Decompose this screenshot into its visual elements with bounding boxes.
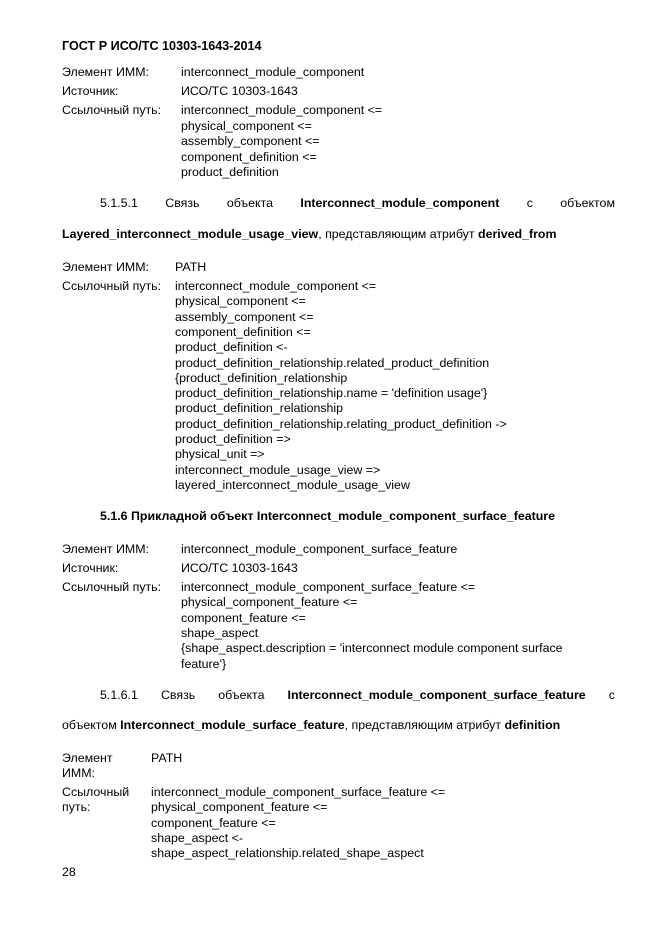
- element-label: ИММ:: [62, 766, 95, 780]
- element-label: Элемент ИММ:: [62, 260, 149, 274]
- element-label: Элемент: [62, 751, 113, 765]
- heading-word: объекта: [226, 196, 274, 210]
- path-line: assembly_component <=: [175, 309, 314, 324]
- path-line: product_definition: [181, 165, 279, 179]
- path-label: Ссылочный путь:: [62, 580, 162, 594]
- section-number: 5.1.6.1: [100, 688, 138, 702]
- heading-entity: Layered_interconnect_module_usage_view: [62, 227, 319, 241]
- path-line: product_definition_relationship.relating_product_definition ->: [175, 416, 507, 431]
- source-value: ИСО/ТС 10303-1643: [181, 561, 298, 575]
- path-line: {shape_aspect.description = 'interconnect module component surface: [181, 641, 563, 656]
- path-line: interconnect_module_component <=: [175, 279, 377, 293]
- path-line: shape_aspect_relationship.related_shape_aspect: [151, 846, 424, 861]
- path-line: component_definition <=: [175, 324, 311, 339]
- source-label: Источник:: [62, 84, 119, 98]
- path-line: product_definition_relationship.related_product_definition: [175, 355, 490, 370]
- heading-entity: Interconnect_module_component_surface_feature: [287, 688, 586, 702]
- path-line: physical_unit =>: [175, 447, 265, 462]
- path-line: product_definition =>: [175, 432, 291, 446]
- path-label: Ссылочный путь:: [62, 279, 162, 293]
- element-label: Элемент ИММ:: [62, 65, 149, 79]
- heading-text: , представляющим атрибут: [318, 227, 478, 241]
- path-line: interconnect_module_usage_view =>: [175, 462, 381, 477]
- path-line: component_definition <=: [181, 149, 317, 164]
- path-line: product_definition <-: [175, 340, 288, 355]
- path-label: Ссылочный: [62, 785, 130, 799]
- heading-text: объектом: [62, 718, 121, 732]
- path-line: layered_interconnect_module_usage_view: [175, 477, 410, 492]
- source-value: ИСО/ТС 10303-1643: [181, 84, 298, 98]
- page-number: 28: [62, 865, 76, 879]
- heading-attribute: definition: [504, 718, 561, 732]
- document-header: ГОСТ Р ИСО/ТС 10303-1643-2014: [62, 39, 262, 53]
- path-line: shape_aspect <-: [151, 830, 243, 845]
- path-line: {product_definition_relationship: [175, 370, 348, 385]
- path-label: путь:: [62, 800, 91, 814]
- heading-word: Связь: [160, 688, 196, 702]
- heading-word: Связь: [165, 196, 200, 210]
- element-value: PATH: [175, 260, 207, 274]
- path-line: product_definition_relationship: [175, 401, 344, 416]
- heading-word: объектом: [560, 196, 615, 210]
- heading-word: объекта: [218, 688, 265, 702]
- path-line: physical_component_feature <=: [151, 800, 328, 815]
- section-heading-5-1-6-1: [62, 688, 615, 702]
- path-line: feature'}: [181, 656, 227, 671]
- section-heading-5-1-5-1: [62, 196, 615, 210]
- heading-attribute: derived_from: [478, 227, 557, 241]
- path-line: physical_component_feature <=: [181, 595, 358, 610]
- heading-word: с: [526, 196, 533, 210]
- heading-entity: Interconnect_module_component: [300, 196, 500, 210]
- path-line: physical_component <=: [175, 294, 306, 309]
- section-heading-continuation: [62, 227, 557, 241]
- element-value: interconnect_module_component: [181, 65, 365, 79]
- path-line: interconnect_module_component <=: [181, 103, 383, 117]
- element-label: Элемент ИММ:: [62, 542, 149, 556]
- heading-entity: Interconnect_module_surface_feature: [120, 718, 345, 732]
- path-label: Ссылочный путь:: [62, 103, 162, 117]
- path-line: physical_component <=: [181, 118, 312, 133]
- section-heading-5-1-6: 5.1.6 Прикладной объект Interconnect_module_component_surface_feature: [100, 509, 556, 523]
- path-line: component_feature <=: [181, 610, 306, 625]
- section-number: 5.1.5.1: [100, 196, 138, 210]
- path-line: shape_aspect: [181, 625, 259, 640]
- heading-word: с: [608, 688, 615, 702]
- element-value: interconnect_module_component_surface_feature: [181, 542, 458, 556]
- path-line: component_feature <=: [151, 815, 276, 830]
- source-label: Источник:: [62, 561, 119, 575]
- section-heading-continuation: [62, 718, 560, 732]
- heading-text: , представляющим атрибут: [344, 718, 505, 732]
- path-line: product_definition_relationship.name = 'definition usage'}: [175, 386, 488, 401]
- path-line: assembly_component <=: [181, 134, 320, 148]
- path-line: interconnect_module_component_surface_feature <=: [181, 580, 476, 594]
- path-line: interconnect_module_component_surface_feature <=: [151, 785, 446, 799]
- element-value: PATH: [151, 751, 183, 765]
